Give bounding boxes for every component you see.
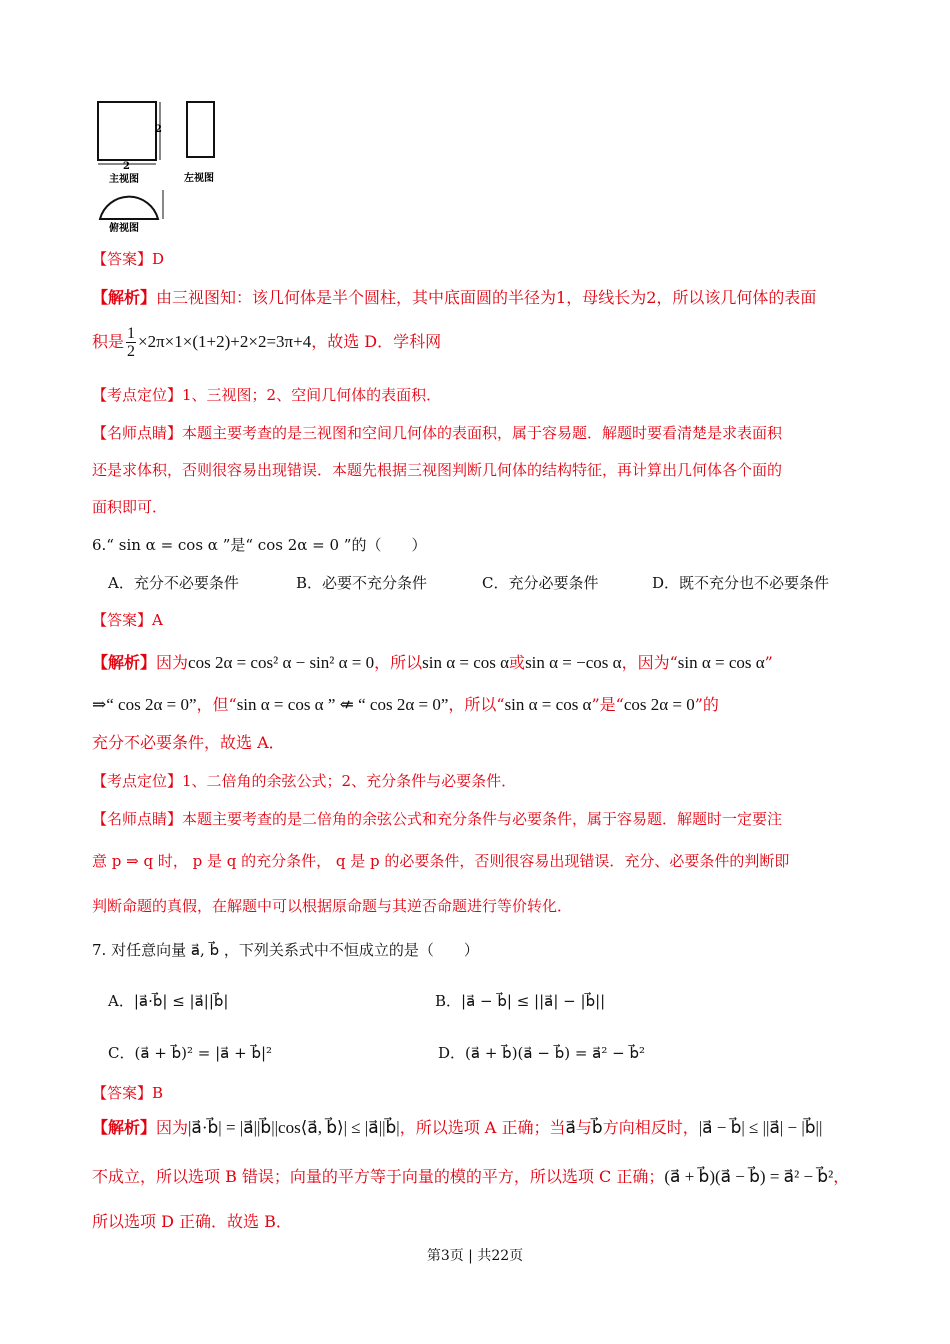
analysis-text: ”的 <box>694 695 719 714</box>
analysis-text: 因为 <box>156 653 189 672</box>
analysis-text: ”是“ <box>591 695 624 714</box>
q5-analysis-line1 <box>92 288 816 308</box>
q6-dianjing-line1 <box>92 809 782 829</box>
analysis-text: ，但“ <box>196 695 237 714</box>
math-expression: b⃗ <box>591 1118 603 1137</box>
dianjing-tag: 【名师点睛】 <box>92 810 183 828</box>
q7-stem: 7. 对任意向量 a⃗, b⃗ ，下列关系式中不恒成立的是（ ） <box>92 941 479 959</box>
q7-answer <box>92 1083 163 1103</box>
q5-dianjing-line2: 还是求体积，否则很容易出现错误．本题先根据三视图判断几何体的结构特征，再计算出几何体各个面的 <box>92 461 783 479</box>
side-view-label: 左视图 <box>184 173 214 184</box>
analysis-tag: 【解析】 <box>92 653 157 672</box>
math-expression: |a⃗ − b⃗| ≤ ||a⃗| − |b⃗|| <box>698 1118 823 1137</box>
kaodian-tag: 【考点定位】 <box>92 386 183 404</box>
front-view <box>98 102 156 160</box>
kaodian-tag: 【考点定位】 <box>92 772 183 790</box>
q6-dianjing-line2: 意 p ⇒ q 时， p 是 q 的充分条件， q 是 p 的必要条件，否则很容易出现错误．充分、必要条件的判断即 <box>92 852 790 870</box>
q7-analysis-line2 <box>92 1167 849 1187</box>
answer-value: A <box>152 611 163 629</box>
q6-kaodian <box>92 771 516 791</box>
q7-option-d: D．(a⃗ + b⃗)(a⃗ − b⃗) = a⃗² − b⃗² <box>438 1044 646 1062</box>
q5-dianjing-line1 <box>92 423 782 443</box>
answer-value: D <box>152 250 165 268</box>
analysis-text: ，因为“ <box>621 653 678 672</box>
q6-option-b: B．必要不充分条件 <box>296 574 428 592</box>
analysis-text: ，所以 <box>374 653 423 672</box>
analysis-text: ，所以选项 A 正确；当 <box>399 1118 566 1137</box>
q7-option-c: C．(a⃗ + b⃗)² = |a⃗ + b⃗|² <box>108 1044 273 1062</box>
analysis-text: 由三视图知：该几何体是半个圆柱，其中底面圆的半径为1，母线长为2，所以该几何体的表面 <box>156 288 817 307</box>
analysis-text: 不成立，所以选项 B 错误；向量的平方等于向量的模的平方，所以选项 C 正确； <box>92 1167 665 1186</box>
analysis-text: 积是 <box>92 332 125 351</box>
top-view-label: 俯视图 <box>109 223 139 234</box>
q5-kaodian <box>92 385 441 405</box>
fraction-numerator: 1 <box>127 325 136 342</box>
width-dimension: 2 <box>123 161 130 172</box>
math-expression: sin α = cos α <box>504 695 592 714</box>
math-expression: sin α = cos α <box>422 653 510 672</box>
analysis-tag: 【解析】 <box>92 288 157 307</box>
q6-analysis-line2 <box>92 695 719 715</box>
q6-option-d: D．既不充分也不必要条件 <box>652 574 830 592</box>
dianjing-tag: 【名师点睛】 <box>92 424 183 442</box>
analysis-text: 或 <box>509 653 526 672</box>
answer-tag: 【答案】 <box>92 611 153 629</box>
analysis-tag: 【解析】 <box>92 1118 157 1137</box>
q7-option-a: A．|a⃗·b⃗| ≤ |a⃗||b⃗| <box>108 992 229 1010</box>
math-expression: |a⃗·b⃗| = |a⃗||b⃗||cos⟨a⃗, b⃗⟩| ≤ |a⃗||b⃗| <box>188 1118 400 1137</box>
height-dimension: 2 <box>155 124 162 135</box>
q5-answer <box>92 249 164 269</box>
dianjing-text: 本题主要考查的是三视图和空间几何体的表面积，属于容易题．解题时要看清楚是求表面积 <box>182 424 783 442</box>
q5-analysis-line2 <box>92 322 441 362</box>
math-expression: cos 2α = cos² α − sin² α = 0 <box>188 653 375 672</box>
q7-option-b: B．|a⃗ − b⃗| ≤ ||a⃗| − |b⃗|| <box>435 992 606 1010</box>
q6-option-a: A．充分不必要条件 <box>108 574 239 592</box>
front-view-label: 主视图 <box>109 174 139 185</box>
top-view <box>100 197 158 219</box>
math-expression: (a⃗ + b⃗)(a⃗ − b⃗) = a⃗² − b⃗² <box>664 1167 834 1186</box>
q5-dianjing-line3: 面积即可． <box>92 498 168 516</box>
q6-option-c: C．充分必要条件 <box>482 574 599 592</box>
q6-answer <box>92 610 163 630</box>
q7-analysis-line1 <box>92 1118 822 1138</box>
fraction <box>126 325 136 360</box>
math-expression: ×2π×1×(1+2)+2×2=3π+4 <box>138 332 312 351</box>
answer-tag: 【答案】 <box>92 250 153 268</box>
answer-tag: 【答案】 <box>92 1084 153 1102</box>
dianjing-text: 本题主要考查的是二倍角的余弦公式和充分条件与必要条件，属于容易题．解题时一定要注 <box>182 810 783 828</box>
math-expression: a⃗ <box>565 1118 576 1137</box>
analysis-text: 方向相反时， <box>602 1118 699 1137</box>
kaodian-text: 1、三视图；2、空间几何体的表面积． <box>182 386 442 404</box>
analysis-text: 与 <box>575 1118 592 1137</box>
analysis-text: ， <box>833 1167 850 1186</box>
analysis-text: ” <box>764 653 773 672</box>
q6-stem: 6.“ sin α = cos α ”是“ cos 2α = 0 ”的（ ） <box>92 536 427 554</box>
answer-value: B <box>152 1084 164 1102</box>
analysis-text: ，故选 D．学科网 <box>311 332 442 351</box>
math-expression: sin α = cos α <box>677 653 765 672</box>
kaodian-text: 1、二倍角的余弦公式；2、充分条件与必要条件． <box>182 772 517 790</box>
q6-dianjing-line3: 判断命题的真假，在解题中可以根据原命题与其逆否命题进行等价转化． <box>92 897 573 915</box>
q6-analysis-line3: 充分不必要条件，故选 A． <box>92 733 285 752</box>
page-footer: 第3页 | 共22页 <box>426 1248 524 1264</box>
q7-analysis-line3: 所以选项 D 正确．故选 B． <box>92 1212 292 1231</box>
math-expression: sin α = cos α ” ⇍ “ cos 2α = 0” <box>236 695 449 714</box>
math-expression: sin α = −cos α <box>525 653 622 672</box>
math-expression: cos 2α = 0 <box>623 695 695 714</box>
math-expression: ⇒“ cos 2α = 0” <box>92 695 197 714</box>
side-view <box>187 102 214 157</box>
three-view-figure <box>92 92 232 237</box>
analysis-text: ，所以“ <box>448 695 505 714</box>
q6-analysis-line1 <box>92 653 773 673</box>
analysis-text: 因为 <box>156 1118 189 1137</box>
fraction-denominator: 2 <box>127 343 136 360</box>
